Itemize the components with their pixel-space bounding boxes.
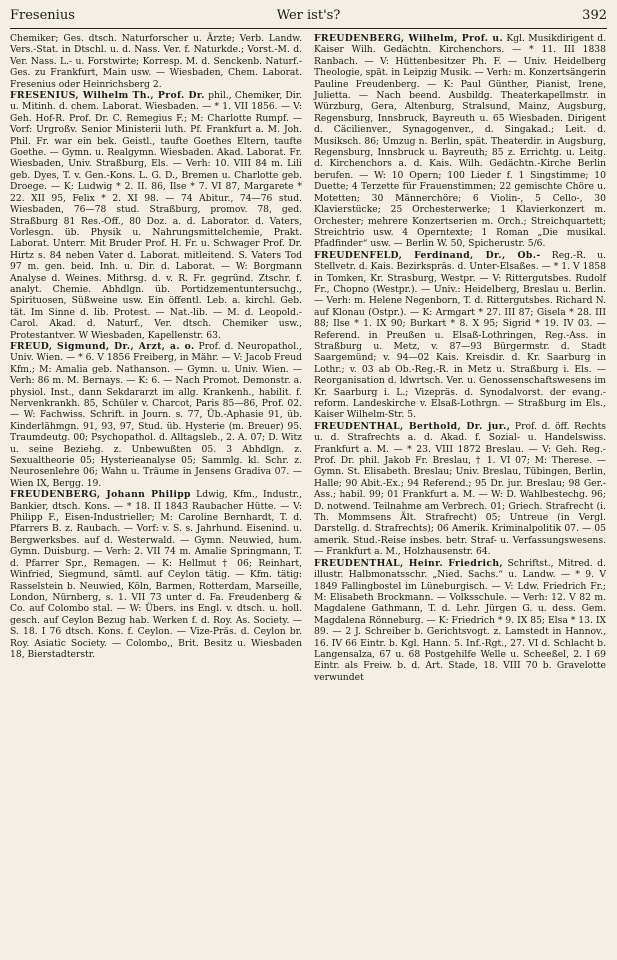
entry-freudenthal-heinrich: FREUDENTHAL, Heinr. Friedrich, Schriftst., Mitred. d. illustr. Halbmonatsschr. „Nied. Sachs.“ u. Landw. — * 9. V 1849 Fallingbostel im Lüneburgisch. — V: Ldw. Friedrich Fr.; M: Elisabeth Brockmann. — Volksschule. — Verh: 12. V 82 m. Magdalene Gathmann, T. d. Lehr. Jürgen G. u. dess. Gem. Magdalena Rönneburg. — K: Friedrich * 9. IX 85; Elsa * 13. IX 89. — 2 J. Schreiber b. Gerichtsvogt. z. Lamstedt in Hannov., 16. IV 66 Eintr. b. Kgl. Hann. 5. Inf.-Rgt., 27. VI d. Schlacht b. Langensalza, 67 u. 68 Postgehilfe Welle u. Scheeßel, 2. I 69 Eintr. als Freiw. b. d. Art. Stade, 18. VIII 70 b. Gravelotte verwundet <box>314 557 606 683</box>
entry-heading: FREUD, Sigmund, Dr., Arzt, a. o. <box>10 340 195 352</box>
left-column <box>10 33 302 683</box>
header-surname: Fresenius <box>10 8 75 23</box>
entry-fresenius-wilhelm: FRESENIUS, Wilhelm Th., Prof. Dr. phil., Chemiker, Dir. u. Mitinh. d. chem. Laborat. Wiesbaden. — * 1. VII 1856. — V: Geh. Hof-R. Prof. Dr. C. Remegius F.; M: Charlotte Rumpf. — Vorf: Urgroßv. Senior Ministerii luth. Pf. Frankfurt a. M. Joh. Phil. Fr. war ein bek. Geistl., taufte Goethes Eltern, taufte Goethe. — Gymn. u. Realgymn. Wiesbaden. Akad. Laborat. Fr. Wiesbaden, Univ. Straßburg, Els. — Verh: 10. VIII 84 m. Lili geb. Dyes, T. v. Gen.-Kons. L. G. D., Bremen u. Charlotte geb. Droege. — K: Ludwig * 2. II. 86, Ilse * 7. VI 87, Margarete * 22. XII 95, Felix * 2. XI 98. — 74 Abitur., 74—76 stud. Wiesbaden, 76—78 stud. Straßburg, promov. 78, ged. Straßburg 81 Res.-Off., 80 Doz. a. d. Laborator. d. Vaters, Vorlesgn. üb. Physik u. Nahrungsmittelchemie, Prakt. Laborat. Unterr. Mit Bruder Prof. H. Fr. u. Schwager Prof. Dr. Hirtz s. 84 neben Vater d. Laborat. mitleitend. S. Vaters Tod 97 m. gen. beid. Inh. u. Dir. d. Laborat. — W: Borgmann Analyse d. Weines. Mithrsg. d. v. R. Fr. gegründ. Ztschr. f. analyt. Chemie. Abhdlgn. üb. Portidzementuntersuchg., Spirituosen, Süßweine usw. Ein öffentl. Leb. a. kirchl. Geb. tät. Im Sinne d. lib. Protest. — Nat.-lib. — M. d. Leopold.-Carol. Akad. d. Naturf., Ver. dtsch. Chemiker usw., Protestantver. W Wiesbaden, Kapellenstr. 63. <box>10 90 303 341</box>
entry-heading: FREUDENFELD, Ferdinand, Dr., Ob.- <box>314 249 541 261</box>
page-number: 392 <box>582 8 607 23</box>
entry-freudenberg-johann: FREUDENBERG, Johann Philipp Ldwig, Kfm., Industr., Bankier, dtsch. Kons. — * 18. II 1843 Raubacher Hütte. — V: Philipp F., Eisen-Industrieller; M: Caroline Bernhardt, T. d. Pfarrers B. z. Raubach. — Vorf: v. S. s. Jahrhund. Eisenind. u. Bergwerksbes. auf d. Westerwald. — Gymn. Neuwied, hum. Gymn. Duisburg. — Verh: 2. VII 74 m. Amalie Springmann, T. d. Pfarrer Spr., Remagen. — K: Hellmut † 06; Reinhart, Winfried, Siegmund, sämtl. auf Ceylon tätig. — Kfm. tätig: Rasselstein b. Neuwied, Köln, Barmen, Rotterdam, Marseille, London, Nürnberg, s. 1. VII 73 unter d. Fa. Freudenberg & Co. auf Colombo stal. — W: Übers. ins Engl. v. dtsch. u. holl. gesch. auf Ceylon Bezug hab. Werken f. d. Roy. As. Society. — S. 18. I 76 dtsch. Kons. f. Ceylon. — Vize-Präs. d. Ceylon br. Roy. Asiatic Society. — Colombo,, Brit. Besitz u. Wiesbaden 18, Bierstadterstr. <box>10 489 303 660</box>
entry-heading: FRESENIUS, Wilhelm Th., Prof. Dr. <box>10 90 205 102</box>
header-title: Wer ist's? <box>276 8 341 23</box>
running-header <box>10 6 607 29</box>
entry-heading: FREUDENBERG, Wilhelm, Prof. u. <box>314 33 504 44</box>
columns <box>10 33 607 683</box>
entry-fresenius-cont: Chemiker; Ges. dtsch. Naturforscher u. Ärzte; Verb. Landw. Vers.-Stat. in Dtschl. u. d. Nass. Ver. f. Naturkde.; Vorst.-M. d. Ver. Nass. L.- u. Forstwirte; Korresp. M. d. Senckenb. Naturf.-Ges. zu Frankfurt, Main usw. — Wiesbaden, Chem. Laborat. Fresenius oder Heinrichsberg 2. <box>10 33 302 90</box>
entry-heading: FREUDENTHAL, Berthold, Dr. jur., <box>314 420 511 432</box>
entry-heading: FREUDENTHAL, Heinr. Friedrich, <box>314 557 504 569</box>
entry-freudenfeld-ferdinand: FREUDENFELD, Ferdinand, Dr., Ob.- Reg.-R. u. Stellvetr. d. Kais. Bezirkspräs. d. Unter-Elsaßes. — * 1. V 1858 in Tomken, Kr. Strasburg, Westpr. — V: Rittergutsbes. Rudolf Fr., Chopno (Westpr.). — Univ.: Heidelberg, Breslau u. Berlin. — Verh: m. Helene Negenborn, T. d. Rittergutsbes. Richard N. auf Klonau (Ostpr.). — K: Armgart * 27. III 87; Gisela * 28. III 88; Ilse * 1. IX 90; Burkart * 8. X 95; Sigrid * 19. IV 03. — Referend. in Preußen u. Elsaß-Lothringen, Reg.-Ass. in Straßburg u. Metz, v. 87—93 Bürgermstr. d. Stadt Saargemünd; v. 94—02 Kais. Kreisdir. d. Kr. Saarburg in Lothr.; v. 03 ab Ob.-Reg.-R. in Metz u. Straßburg i. Els. — Reorganisation d. ldwrtsch. Ver. u. Genossenschaftswesens im Kr. Saarburg i. L.; Vizepräs. d. Synodalvorst. der evang.-reform. Landeskirche v. Elsaß-Lothrgn. — Straßburg im Els., Kaiser Wilhelm-Str. 5. <box>314 249 607 421</box>
entry-heading: FREUDENBERG, Johann Philipp <box>10 489 191 501</box>
entry-freudenberg-wilhelm: FREUDENBERG, Wilhelm, Prof. u. Kgl. Musikdirigent d. Kaiser Wilh. Gedächtn. Kirchenchors. — * 11. III 1838 Ranbach. — V: Hüttenbesitzer Ph. F. — Univ. Heidelberg Theologie, spät. in Leipzig Musik. — Verh: m. Konzertsängerin Pauline Freudenberg. — K: Paul Günther, Pianist, Irene, Julietta. — Nach beend. Ausbildg. Theaterkapellmstr. in Würzburg, Gera, Altenburg, Stralsund, Mainz, Augsburg, Regensburg, Innsbruck, Bayreuth u. 65 Wiesbaden. Dirigent d. Cäcilienver., Synagogenver., d. Singakad.; Leit. d. Musiksch. 86; Umzug n. Berlin, spät. Theaterdir. in Augsburg, Regensburg, Innsbruck u. Bayreuth; 85 z. Errichtg. u. Leitg. d. Kirchenchors a. d. Kais. Wilh. Gedächtn.-Kirche Berlin berufen. — W: 10 Opern; 100 Lieder f. 1 Singstimme; 10 Duette; 4 Terzette für Frauenstimmen; 22 gemischte Chöre u. Motetten; 30 Männerchöre; 6 Violin-, 5 Cello-, 30 Klavierstücke; 25 Orchesterwerke; 1 Klavierkonzert m. Orchester; mehrere Konzertserien m. Orch.; Streichquartett; Streichtrio usw. 4 Operntexte; 1 Roman „Die musikal. Pfadfinder“ usw. — Berlin W. 50, Spicherustr. 5/6. <box>314 33 606 250</box>
entry-freudenthal-berthold: FREUDENTHAL, Berthold, Dr. jur., Prof. d. öff. Rechts u. d. Strafrechts a. d. Akad. f. Sozial- u. Handelswiss. Frankfurt a. M. — * 23. VIII 1872 Breslau. — V: Geh. Reg.-Prof. Dr. phil. Jakob Fr. Breslau, † 1. VI 07; M: Therese. — Gymn. St. Elisabeth. Breslau; Univ. Breslau, Tübingen, Berlin, Halle; 90 Abit.-Ex.; 94 Referend.; 95 Dr. jur. Breslau; 98 Ger.-Ass.; habil. 99; 01 Frankfurt a. M. — W: D. Wahlbestechg. 96; D. notwend. Teilnahme am Verbrech. 01; Griech. Strafrecht (i. Th. Mommsens Ält. Strafrecht) 05; Untreue (in Vergl. Darstellg. d. Strafrechts); 06 Amerik. Kriminalpolitik 07. — 05 amerik. Stud.-Reise insbes. betr. Straf- u. Verfassungswesens. — Frankfurt a. M., Holzhausenstr. 64. <box>314 420 606 558</box>
right-column <box>314 33 606 683</box>
entry-freud-sigmund: FREUD, Sigmund, Dr., Arzt, a. o. Prof. d. Neuropathol., Univ. Wien. — * 6. V 1856 Freiberg, in Mähr. — V: Jacob Freud Kfm.; M: Amalia geb. Nathanson. — Gymn. u. Univ. Wien. — Verh: 86 m. M. Bernays. — K: 6. — Nach Promot. Demonstr. a. physiol. Inst., dann Sekdararzt im allg. Krankenh., habilit. f. Nervenkrankh. 85, Schüler v. Charcot, Paris 85—86, Prof. 02. — W: Fachwiss. Schrift. in Journ. s. 77, Üb.-Aphasie 91, üb. Kinderlähmgn. 91, 93, 97, Stud. üb. Hysterie (m. Breuer) 95. Traumdeutg. 00; Psychopathol. d. Alltagsleb., 2. A. 07; D. Witz u. seine Beziehg. z. Unbewußten 05. 3 Abhdlgn. z. Sexualtheorie 05; Hysterieanalyse 05; Sammlg. kl. Schr. z. Neurosenlehre 06; Wahn u. Träume in Jensens Gradiva 07. — Wien IX, Bergg. 19. <box>10 340 302 489</box>
